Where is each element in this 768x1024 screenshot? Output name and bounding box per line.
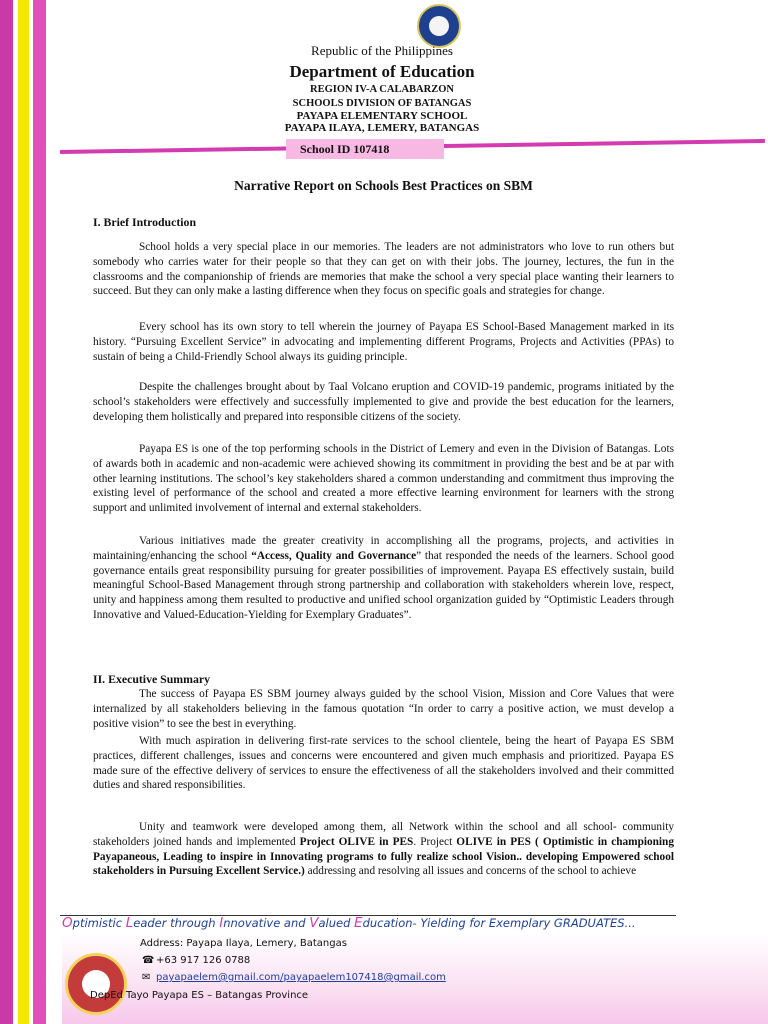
summary-paragraph-1: The success of Payapa ES SBM journey always guided by the school Vision, Mission and Core Values that were internalized by all stakeholders believing in the famous quotation “In order to carry a positive action, we must develop a positive vision” to see the best in everything. [93,688,674,730]
department-name: Department of Education [289,62,475,81]
school-name: PAYAPA ELEMENTARY SCHOOL [296,110,468,122]
section-heading-summary: II. Executive Summary [93,672,210,686]
republic-line: Republic of the Philippines [311,43,453,58]
phone-number: +63 917 126 0788 [156,955,251,966]
footer [62,908,768,1024]
email-link[interactable]: payapaelem@gmail.com/payapaelem107418@gmail.com [156,972,446,983]
p3-bold-acronym: OLIVE in PES ( Optimistic in championing Payapaneous, Leading to inspire in Innovating programs to fully realize school Vision.. developing Empowered school stakeholders in Pursuing Excellent Service.) [93,835,674,878]
slogan-word-3: nnovative and [223,916,310,930]
footer-phone [142,955,250,966]
slogan-word-2: eader through [133,916,220,930]
slogan-letter-o: O [62,915,73,931]
summary-paragraph-3 [93,820,674,879]
slogan-letter-i: I [219,915,224,931]
mail-icon: ✉ [142,972,151,983]
p5-text-end: ” that responded the needs of the learners. School good governance entails great responsibility pursuing for greater possibilities of improvement. Payapa ES effectively sustain, build meaningful School-Based Management through strong partnership and collaboration with stakeholders wherein love, respect, unity and happiness among them resulted to productive and unified school organization guided by “Optimistic Leaders through Innovative and Valued-Education-Yielding for Exemplary Graduates”. [93,549,674,621]
division-line: SCHOOLS DIVISION OF BATANGAS [292,98,472,109]
slogan-letter-e: E [354,915,363,931]
deped-seal-icon [417,4,461,48]
intro-paragraph-1: School holds a very special place in our memories. The leaders are not administrators who love to run others but somebody who carries water for their people so that they can get on with their jobs. The journey, lectures, the fun in the classrooms and the companionship of friends are memories that make the school a very special place wanting their learners to succeed. But they can only make a lasting difference when they focus on specific goals and strategies for change. [93,241,674,298]
p3-text-mid: . Project [413,835,457,848]
seal-center [429,16,449,36]
p5-bold: “Access, Quality and Governance [251,549,417,562]
p3-text-end: addressing and resolving all issues and concerns of the school to achieve [304,865,637,878]
stripe-yellow [18,0,29,1024]
school-id-badge: School ID 107418 [286,139,444,159]
school-logo-icon [65,953,127,1015]
report-title: Narrative Report on Schools Best Practices on SBM [234,178,533,193]
slogan-word-1: ptimistic [72,916,126,930]
slogan-letter-l: L [125,915,134,931]
intro-paragraph-5 [93,534,674,623]
slogan-word-5: ducation- Yielding for Exemplary GRADUATES... [362,916,636,930]
p3-bold-project: Project OLIVE in PES [299,835,414,848]
slogan-word-4: alued [318,916,355,930]
footer-facebook: DepEd Tayo Payapa ES – Batangas Province [90,990,309,1001]
footer-address: Address: Payapa Ilaya, Lemery, Batangas [140,938,347,949]
intro-paragraph-3: Despite the challenges brought about by Taal Volcano eruption and COVID-19 pandemic, programs initiated by the school’s stakeholders were effectively and successfully implemented to give and provide the best education for the learners, developing them holistically and prepared into responsible citizens of the society. [93,381,674,423]
phone-icon: ☎ [142,955,155,966]
stripe-pink [33,0,46,1024]
school-address: PAYAPA ILAYA, LEMERY, BATANGAS [284,122,480,134]
stripe-magenta [0,0,13,1024]
section-heading-intro: I. Brief Introduction [93,215,197,229]
school-slogan [62,915,702,931]
p3-text-start: Unity and teamwork were developed among them, all Network within the school and all school- community stakeholders joined hands and implemented [93,821,674,848]
intro-paragraph-2: Every school has its own story to tell wherein the journey of Payapa ES School-Based Management marked in its history. “Pursuing Excellent Service” in advocating and implementing different Programs, Projects and Activities (PPAs) to sustain of being a Child-Friendly School always its guiding principle. [93,321,674,363]
region-line: REGION IV-A CALABARZON [310,84,454,95]
summary-paragraph-2: With much aspiration in delivering first-rate services to the school clientele, being the heart of Payapa ES SBM practices, different challenges, issues and concerns were encountered and given much emphasis and prioritized. Payapa ES made sure of the effective delivery of services to ensure the effectiveness of all the stakeholders involved and their committed duties and shared responsibilities. [93,735,674,792]
intro-paragraph-4: Payapa ES is one of the top performing schools in the District of Lemery and even in the Division of Batangas. Lots of awards both in academic and non-academic were achieved showing its commitment in providing the best and be at par with other learning institutions. The school’s key stakeholders shared a common understanding and commitment thus improving the existing level of performance of the school and created a more effective learning environment for learners with the strong support and unlimited involvement of internal and external stakeholders. [93,443,674,515]
p5-text-start: Various initiatives made the greater creativity in accomplishing all the programs, projects, and activities in maintaining/enhancing the school [93,535,674,562]
decorative-stripes [0,0,62,1024]
footer-email [142,972,446,983]
slogan-letter-v: V [309,915,319,931]
